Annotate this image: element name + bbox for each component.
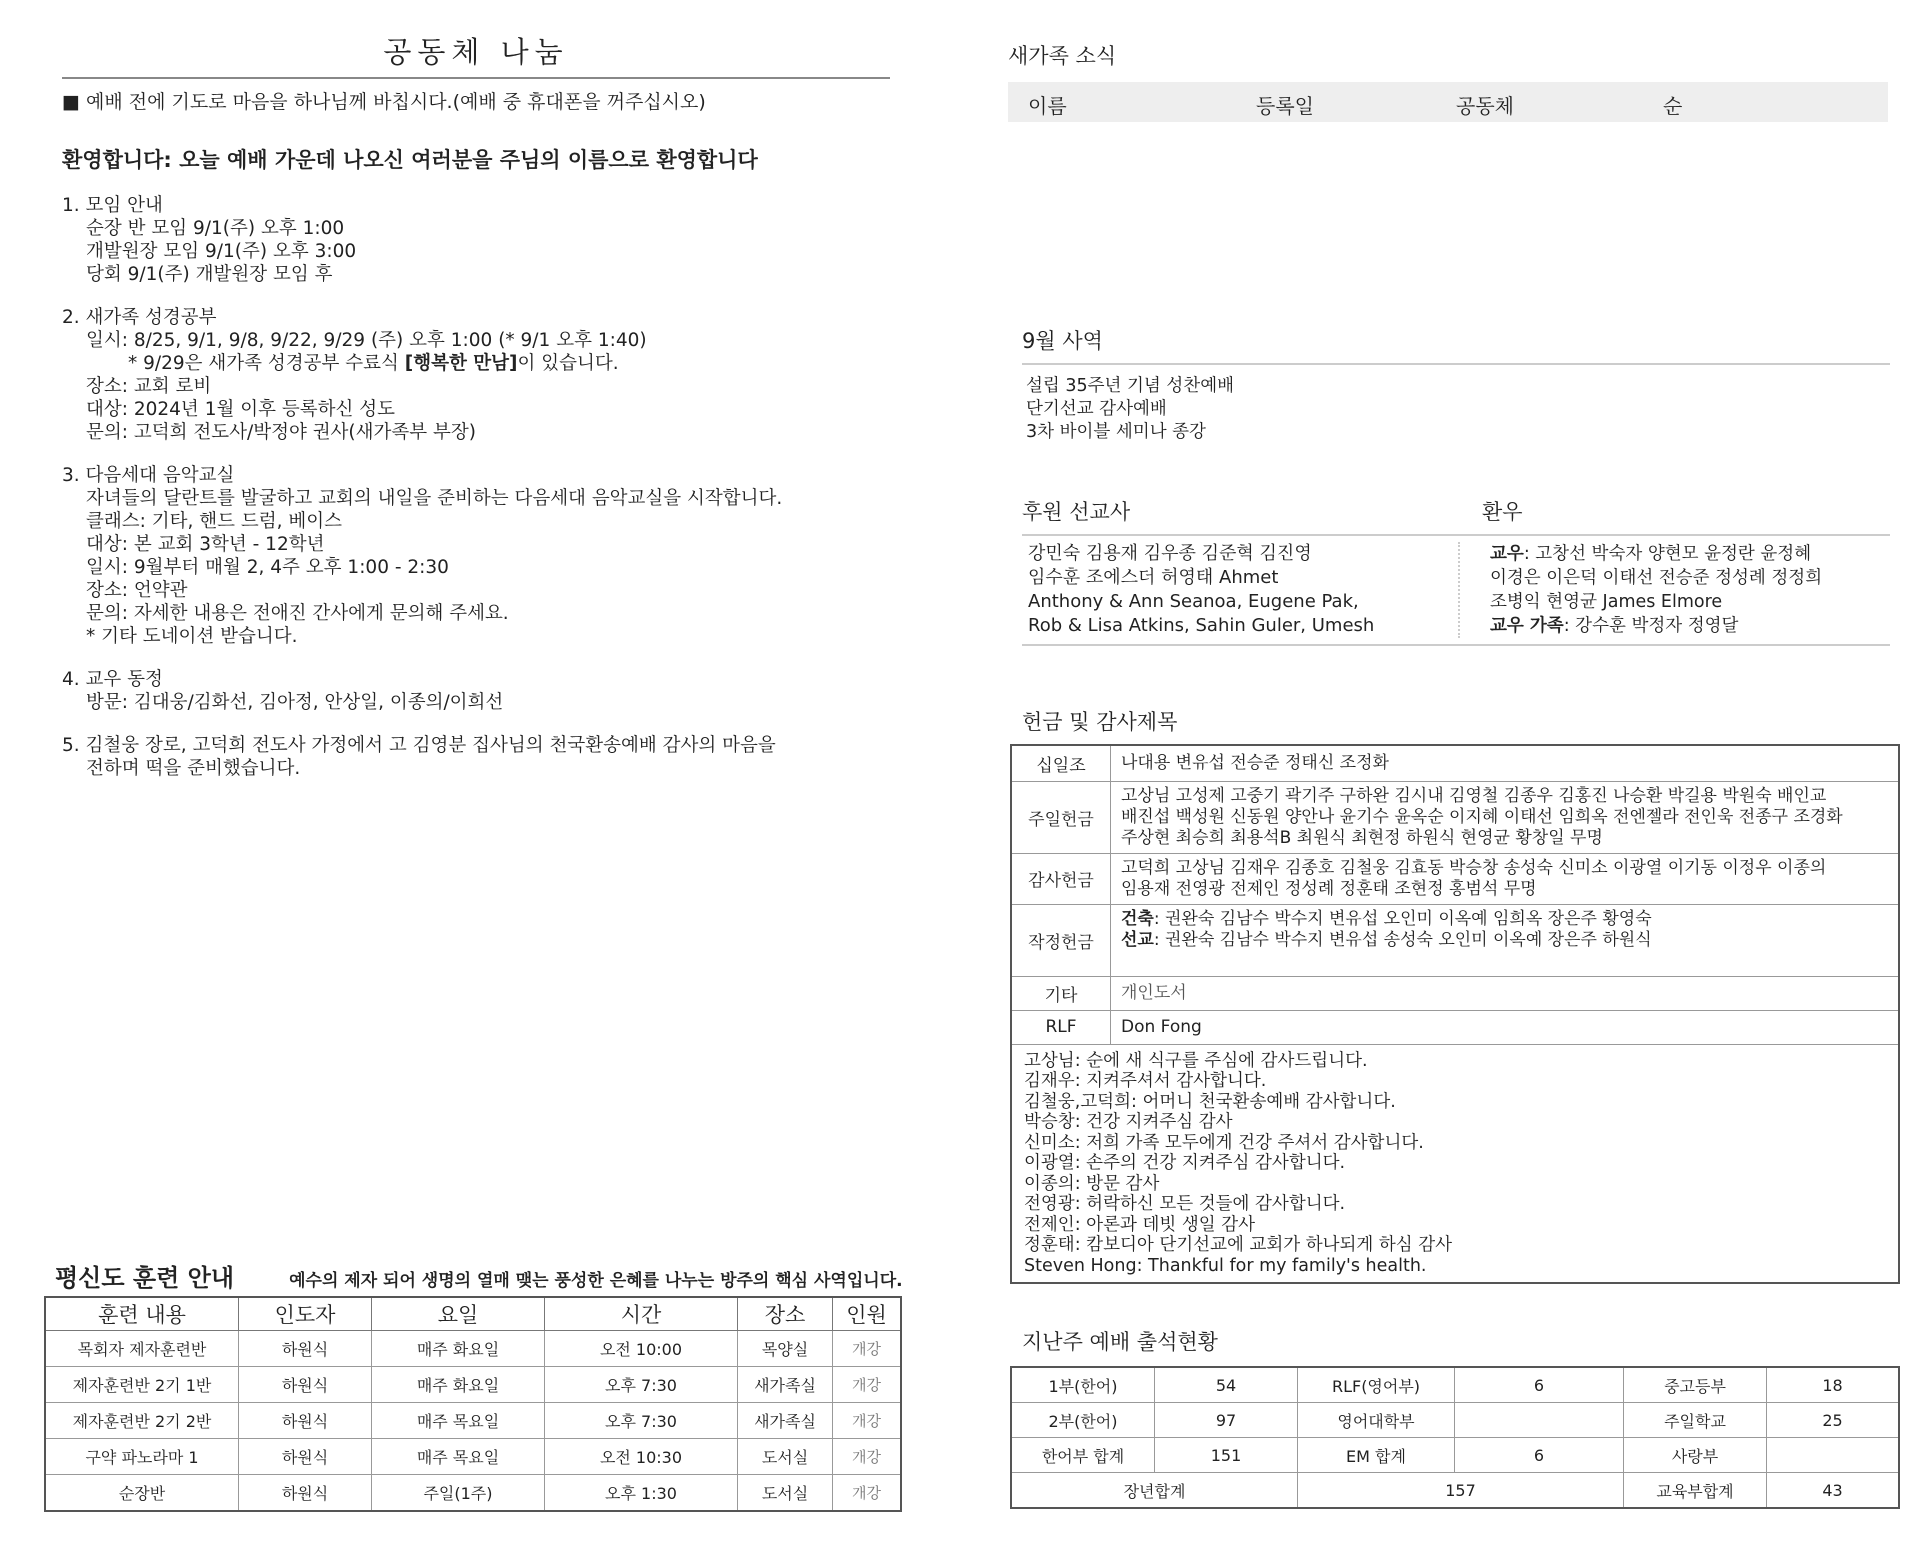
announcement-line: 순장 반 모임 9/1(주) 오후 1:00 <box>86 218 345 239</box>
list-item <box>1490 542 1890 566</box>
table-cell: 교육부합계 <box>1624 1473 1767 1509</box>
table-row <box>1011 976 1899 1010</box>
table-cell: 개강 <box>833 1439 902 1475</box>
new-family-title: 새가족 소식 <box>1008 44 1117 68</box>
column-header: 인도자 <box>239 1297 372 1331</box>
table-row <box>1011 1044 1899 1283</box>
table-cell: 25 <box>1767 1403 1900 1438</box>
welcome-message: 환영합니다: 오늘 예배 가운데 나오신 여러분을 주님의 이름으로 환영합니다 <box>62 148 758 172</box>
thanks-note: 이종의: 방문 감사 <box>1024 1173 1160 1194</box>
name-line: 임용재 전영광 전제인 정성례 정훈태 조현정 홍범석 무명 <box>1121 878 1537 899</box>
table-row <box>1011 781 1899 853</box>
announcement-line: 방문: 김대웅/김화선, 김아정, 안상일, 이종의/이희선 <box>86 692 504 713</box>
thanks-offering-names <box>1111 853 1900 904</box>
list-item: 이경은 이은덕 이태선 전승준 정성례 정정희 <box>1490 568 1823 588</box>
name-line: 배진섭 백성원 신동원 양안나 윤기수 윤옥순 이지혜 이태선 임희옥 전엔젤라 전인욱 전종구 조경화 <box>1121 806 1843 827</box>
thanks-note: 김철웅,고덕희: 어머니 천국환송예배 감사합니다. <box>1024 1091 1396 1112</box>
new-family-header-bar <box>1008 82 1888 122</box>
announcement-line: 장소: 언약관 <box>86 580 188 601</box>
name-line <box>1121 930 1888 951</box>
etc-value: 개인도서 <box>1111 976 1900 1010</box>
table-cell: 매주 목요일 <box>372 1439 545 1475</box>
table-cell: 새가족실 <box>738 1403 833 1439</box>
table-cell: 오후 7:30 <box>545 1367 738 1403</box>
list-item: 조병익 현영균 James Elmore <box>1490 592 1723 612</box>
announcement-heading: 2. 새가족 성경공부 <box>62 307 217 328</box>
table-cell: 6 <box>1455 1438 1624 1473</box>
training-header <box>55 1258 905 1293</box>
table-cell: 오후 1:30 <box>545 1475 738 1512</box>
list-item: 설립 35주년 기념 성찬예배 <box>1026 376 1235 396</box>
table-row <box>1011 1010 1899 1044</box>
sick-names: : 고창선 박숙자 양현모 윤정란 윤정혜 <box>1523 544 1812 564</box>
row-label: 주일헌금 <box>1011 781 1111 853</box>
table-row <box>45 1439 901 1475</box>
table-cell: 주일(1주) <box>372 1475 545 1512</box>
announcement-line: 전하며 떡을 준비했습니다. <box>86 758 301 779</box>
table-cell: 개강 <box>833 1475 902 1512</box>
row-label: 감사헌금 <box>1011 853 1111 904</box>
table-cell: 6 <box>1455 1367 1624 1403</box>
table-cell: 영어대학부 <box>1298 1403 1455 1438</box>
table-cell: 하원식 <box>239 1403 372 1439</box>
attendance-table <box>1010 1366 1900 1509</box>
announcement-line: 문의: 자세한 내용은 전애진 간사에게 문의해 주세요. <box>86 603 509 624</box>
table-cell: 하원식 <box>239 1331 372 1367</box>
sick-names: : 강수훈 박정자 정영달 <box>1563 616 1739 636</box>
table-row <box>45 1367 901 1403</box>
table-cell: 개강 <box>833 1403 902 1439</box>
column-header: 시간 <box>545 1297 738 1331</box>
table-cell: 주일학교 <box>1624 1403 1767 1438</box>
column-header: 훈련 내용 <box>45 1297 239 1331</box>
table-cell: 157 <box>1298 1473 1624 1509</box>
thanks-note: Steven Hong: Thankful for my family's health. <box>1024 1255 1427 1276</box>
announcement-line: 장소: 교회 로비 <box>86 376 212 397</box>
announcement-line: * 기타 도네이션 받습니다. <box>86 626 298 647</box>
table-row <box>1011 1438 1899 1473</box>
page-title: 공동체 나눔 <box>383 35 569 69</box>
table-row <box>1011 904 1899 976</box>
table-cell: 하원식 <box>239 1475 372 1512</box>
missionaries-title: 후원 선교사 <box>1022 500 1131 524</box>
table-cell: 제자훈련반 2기 1반 <box>45 1367 239 1403</box>
new-family-section <box>1008 40 1888 122</box>
missionaries-sick-section <box>1022 496 1890 646</box>
column-header: 인원 <box>833 1297 902 1331</box>
column-header: 요일 <box>372 1297 545 1331</box>
list-item: 단기선교 감사예배 <box>1026 399 1167 419</box>
table-cell: 순장반 <box>45 1475 239 1512</box>
column-header: 공동체 <box>1456 94 1514 118</box>
pledge-category: 건축 <box>1121 908 1154 929</box>
community-sharing-section <box>62 20 890 800</box>
worship-notice: ■ 예배 전에 기도로 마음을 하나님께 바칩시다.(예배 중 휴대폰을 꺼주십시오) <box>62 91 706 113</box>
rlf-value: Don Fong <box>1111 1010 1900 1044</box>
table-cell: 도서실 <box>738 1475 833 1512</box>
thanks-note: 이광열: 손주의 건강 지켜주심 감사합니다. <box>1024 1153 1346 1173</box>
title-divider <box>62 77 890 79</box>
pledge-category: 선교 <box>1121 929 1154 950</box>
name-line <box>1121 909 1888 930</box>
announcement-line <box>62 352 890 375</box>
table-cell: 개강 <box>833 1367 902 1403</box>
sick-label: 교우 <box>1490 544 1524 564</box>
column-header: 장소 <box>738 1297 833 1331</box>
announcement-heading: 5. 김철웅 장로, 고덕희 전도사 가정에서 고 김영분 집사님의 천국환송예배 감사의 마음을 <box>62 735 776 756</box>
list-item: 강민숙 김용재 김우종 김준혁 김진영 <box>1028 543 1312 564</box>
announcement-meetings <box>62 194 890 286</box>
announcement-line: 문의: 고덕희 전도사/박정야 권사(새가족부 부장) <box>86 422 476 443</box>
training-title: 평신도 훈련 안내 <box>55 1264 234 1292</box>
thanks-note: 박승창: 건강 지켜주심 감사 <box>1024 1112 1233 1132</box>
table-cell: 매주 화요일 <box>372 1331 545 1367</box>
table-cell: 97 <box>1155 1403 1298 1438</box>
announcement-line: 일시: 9월부터 매월 2, 4주 오후 1:00 - 2:30 <box>86 557 449 578</box>
training-header-row <box>45 1297 901 1331</box>
announcement-text: 이 있습니다. <box>517 353 619 374</box>
announcement-gratitude <box>62 734 890 780</box>
announcement-line: 대상: 본 교회 3학년 - 12학년 <box>86 534 325 555</box>
table-row <box>45 1475 901 1512</box>
announcement-line: 당회 9/1(주) 개발원장 모임 후 <box>86 264 333 285</box>
september-ministry-section <box>1022 325 1890 444</box>
table-cell: 2부(한어) <box>1011 1403 1155 1438</box>
sick-list <box>1460 542 1890 638</box>
table-cell: 도서실 <box>738 1439 833 1475</box>
announcement-list <box>62 194 890 780</box>
pledge-names: : 권완숙 김남수 박수지 변유섭 오인미 이옥예 임희옥 장은주 황영숙 <box>1153 908 1652 929</box>
table-cell: 오전 10:30 <box>545 1439 738 1475</box>
announcement-line: 일시: 8/25, 9/1, 9/8, 9/22, 9/29 (주) 오후 1:00 (* 9/1 오후 1:40) <box>86 330 647 351</box>
thanks-note: 정훈태: 캄보디아 단기선교에 교회가 하나되게 하심 감사 <box>1024 1235 1453 1255</box>
table-cell <box>1767 1438 1900 1473</box>
list-item: 임수훈 조에스더 허영태 Ahmet <box>1028 567 1279 588</box>
training-subtitle: 예수의 제자 되어 생명의 열매 맺는 풍성한 은혜를 나누는 방주의 핵심 사역입니다. <box>289 1271 903 1291</box>
table-cell: EM 합계 <box>1298 1438 1455 1473</box>
thanks-notes <box>1011 1044 1899 1283</box>
september-list <box>1022 363 1890 444</box>
list-item: 3차 바이블 세미나 종강 <box>1026 422 1206 442</box>
announcement-line: 대상: 2024년 1월 이후 등록하신 성도 <box>86 399 395 420</box>
list-item <box>1490 614 1890 638</box>
sick-title: 환우 <box>1482 500 1523 524</box>
announcement-music-class <box>62 464 890 648</box>
table-row <box>1011 1403 1899 1438</box>
attendance-title: 지난주 예배 출석현황 <box>1022 1330 1218 1354</box>
missionaries-list <box>1022 542 1460 638</box>
table-cell: 하원식 <box>239 1367 372 1403</box>
table-cell: 개강 <box>833 1331 902 1367</box>
table-cell: 18 <box>1767 1367 1900 1403</box>
table-row <box>1011 1473 1899 1509</box>
row-label: RLF <box>1011 1010 1111 1044</box>
row-label: 작정헌금 <box>1011 904 1111 976</box>
column-header: 순 <box>1663 94 1683 118</box>
offering-table <box>1010 744 1900 1284</box>
announcement-heading: 1. 모임 안내 <box>62 195 163 216</box>
section-titles <box>1022 496 1890 526</box>
table-row <box>1011 1367 1899 1403</box>
table-cell: 한어부 합계 <box>1011 1438 1155 1473</box>
table-cell: 하원식 <box>239 1439 372 1475</box>
announcement-heading: 4. 교우 동정 <box>62 669 163 690</box>
announcement-line: 자녀들의 달란트를 발굴하고 교회의 내일을 준비하는 다음세대 음악교실을 시작합니다. <box>86 488 783 509</box>
table-cell: RLF(영어부) <box>1298 1367 1455 1403</box>
table-cell <box>1455 1403 1624 1438</box>
name-line: 고덕희 고상님 김재우 김종호 김철웅 김효동 박승창 송성숙 신미소 이광열 이기동 이정우 이종의 <box>1121 857 1827 878</box>
sunday-offering-names <box>1111 781 1900 853</box>
announcement-bible-study <box>62 306 890 444</box>
table-cell: 오후 7:30 <box>545 1403 738 1439</box>
list-item: Rob & Lisa Atkins, Sahin Guler, Umesh <box>1028 615 1375 636</box>
pledge-offering-names <box>1111 904 1900 976</box>
pledge-names: : 권완숙 김남수 박수지 변유섭 송성숙 오인미 이옥예 장은주 하원식 <box>1153 929 1652 950</box>
announcement-line: 클래스: 기타, 핸드 드럼, 베이스 <box>86 511 342 532</box>
column-header: 이름 <box>1028 94 1067 118</box>
table-cell: 1부(한어) <box>1011 1367 1155 1403</box>
thanks-note: 신미소: 저희 가족 모두에게 건강 주셔서 감사합니다. <box>1024 1132 1424 1153</box>
thanks-note: 고상님: 순에 새 식구를 주심에 감사드립니다. <box>1024 1050 1368 1071</box>
table-cell: 목회자 제자훈련반 <box>45 1331 239 1367</box>
row-label: 십일조 <box>1011 745 1111 781</box>
missionaries-sick-body <box>1022 534 1890 646</box>
training-table <box>44 1296 902 1512</box>
table-row <box>1011 853 1899 904</box>
announcement-line: 개발원장 모임 9/1(주) 오후 3:00 <box>86 241 357 262</box>
table-cell: 목양실 <box>738 1331 833 1367</box>
table-cell: 매주 화요일 <box>372 1367 545 1403</box>
thanks-note: 김재우: 지켜주셔서 감사합니다. <box>1024 1071 1267 1091</box>
table-cell: 새가족실 <box>738 1367 833 1403</box>
table-cell: 오전 10:00 <box>545 1331 738 1367</box>
table-cell: 장년합계 <box>1011 1473 1298 1509</box>
table-row <box>45 1403 901 1439</box>
thanks-note: 전제인: 아론과 데빗 생일 감사 <box>1024 1214 1256 1235</box>
name-line: 고상님 고성제 고중기 곽기주 구하완 김시내 김영철 김종우 김홍진 나승환 박길용 박원숙 배인교 <box>1121 785 1827 806</box>
table-cell: 151 <box>1155 1438 1298 1473</box>
announcement-member-news <box>62 668 890 714</box>
list-item: Anthony & Ann Seanoa, Eugene Pak, <box>1028 591 1359 612</box>
table-cell: 구약 파노라마 1 <box>45 1439 239 1475</box>
sick-label: 교우 가족 <box>1490 616 1564 636</box>
table-cell: 중고등부 <box>1624 1367 1767 1403</box>
table-cell: 43 <box>1767 1473 1900 1509</box>
table-row <box>45 1331 901 1367</box>
table-cell: 54 <box>1155 1367 1298 1403</box>
tithe-names: 나대용 변유섭 전승준 정태신 조정화 <box>1111 745 1900 781</box>
table-row <box>1011 745 1899 781</box>
table-cell: 사랑부 <box>1624 1438 1767 1473</box>
table-cell: 제자훈련반 2기 2반 <box>45 1403 239 1439</box>
september-title: 9월 사역 <box>1022 329 1103 353</box>
name-line: 주상현 최승희 최용석B 최원식 최현정 하원식 현영균 황창일 무명 <box>1121 827 1603 848</box>
announcement-heading: 3. 다음세대 음악교실 <box>62 465 235 486</box>
announcement-text: * 9/29은 새가족 성경공부 수료식 <box>128 353 405 374</box>
thanks-note: 전영광: 허락하신 모든 것들에 감사합니다. <box>1024 1194 1346 1214</box>
column-header: 등록일 <box>1256 94 1314 118</box>
offering-title: 헌금 및 감사제목 <box>1022 710 1178 734</box>
graduation-highlight: [행복한 만남] <box>404 353 518 374</box>
row-label: 기타 <box>1011 976 1111 1010</box>
table-cell: 매주 목요일 <box>372 1403 545 1439</box>
